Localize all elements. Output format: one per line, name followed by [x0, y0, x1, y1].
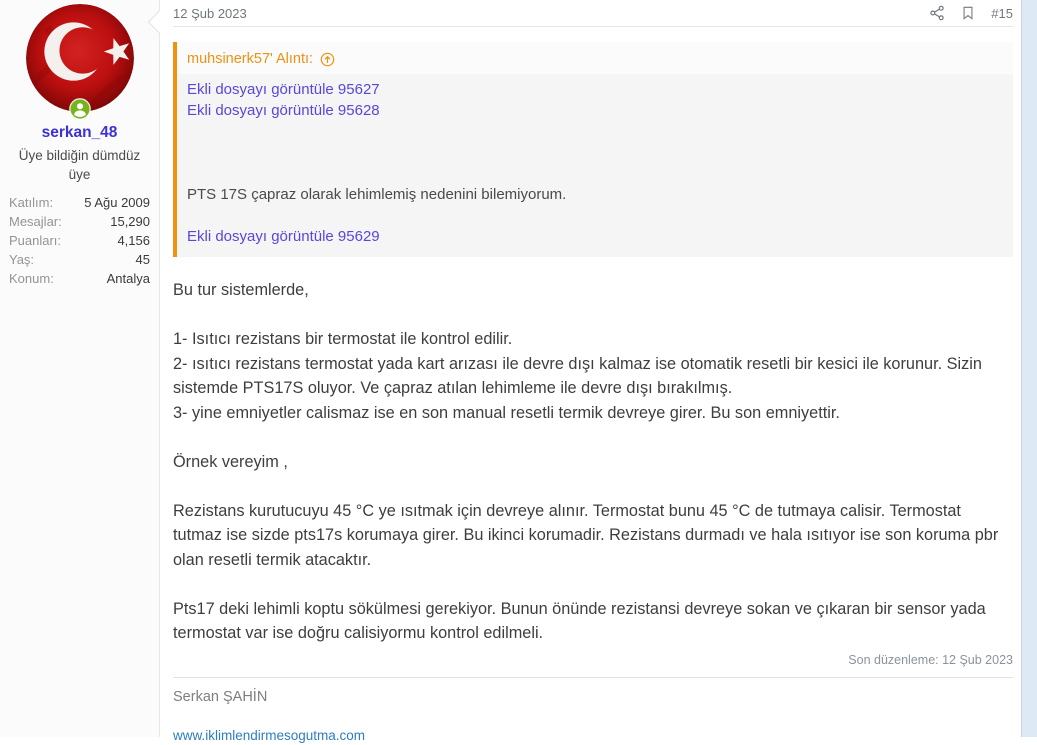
avatar[interactable] [26, 4, 134, 112]
post-number-link[interactable]: #15 [991, 5, 1013, 21]
message-line: Bu tur sistemlerde, [173, 281, 309, 299]
username-link[interactable]: serkan_48 [41, 124, 118, 141]
stat-value: 5 Ağu 2009 [84, 195, 150, 210]
quote-blank-line [187, 205, 1003, 226]
stat-value: 45 [135, 252, 150, 267]
post-header [173, 0, 1013, 27]
stat-label: Konum: [9, 271, 54, 286]
stat-value: Antalya [106, 271, 150, 286]
message-line: 1- Isıtıcı rezistans bir termostat ile kontrol edilir. [173, 330, 513, 348]
bookmark-icon[interactable] [961, 5, 975, 21]
stat-label: Puanları: [9, 233, 62, 248]
stat-row [9, 212, 150, 231]
online-status-icon [69, 98, 91, 120]
quote-attribution[interactable] [177, 42, 1013, 74]
stat-value: 15,290 [110, 214, 150, 229]
signature-link[interactable]: www.iklimlendirmesogutma.com [173, 727, 366, 743]
user-stats [0, 193, 159, 288]
turkish-flag-image [26, 4, 134, 112]
message-line: Pts17 deki lehimli koptu sökülmesi gerekiyor. Bunun önünde rezistansi devreye sokan ve çıkaran bir sensor yada termostat var ise doğru calisiyormu kontrol edilmeli. [173, 599, 986, 642]
attachment-link[interactable]: Ekli dosyayı görüntüle 95629 [187, 228, 380, 245]
signature-divider [173, 677, 1013, 678]
message-line [173, 572, 1013, 597]
stat-value: 4,156 [117, 233, 150, 248]
user-title: Üye bildiğin dümdüz üye [18, 148, 141, 182]
stat-label: Mesajlar: [9, 214, 62, 229]
signature-name: Serkan ŞAHİN [173, 688, 268, 705]
stat-row [9, 250, 150, 269]
quote-blank-line [187, 121, 1003, 142]
message-line: Rezistans kurutucuyu 45 °C ye ısıtmak için devreye alınır. Termostat bunu 45 °C de tutmaya calisir. Termostat tutmaz ise sizde pts17s korumaya girer. Bu ikinci korumadir. Rezistans durmadı ve hala ısıtıyor ise son koruma pbr olan resetli termik atacaktır. [173, 501, 999, 569]
attachment-link[interactable]: Ekli dosyayı görüntüle 95628 [187, 102, 380, 119]
post-date-link[interactable]: 12 Şub 2023 [173, 5, 247, 21]
stat-label: Yaş: [9, 252, 35, 267]
message-line [173, 474, 1013, 499]
attachment-link[interactable]: Ekli dosyayı görüntüle 95627 [187, 81, 380, 98]
page-background-strip [1021, 0, 1037, 737]
post-content [160, 0, 1021, 743]
share-icon[interactable] [929, 5, 945, 21]
quote-attribution-text: muhsinerk57' Alıntı: [187, 51, 314, 67]
stat-row [9, 231, 150, 250]
quote-text-line: PTS 17S çapraz olarak lehimlemiş nedenini bilemiyorum. [187, 186, 567, 203]
stat-label: Katılım: [9, 195, 54, 210]
quote-blank-line [187, 163, 1003, 184]
message-body [173, 278, 1013, 646]
quote-blank-line [187, 142, 1003, 163]
message-line [173, 303, 1013, 328]
post-header-actions [929, 5, 1013, 21]
message-line: 2- ısıtıcı rezistans termostat yada kart arızası ile devre dışı kalmaz ise otomatik resetli bir kesici ile korunur. Sizin sistemde PTS17S oluyor. Ve çapraz atılan lehimleme ile devre dışı bırakılmış. [173, 354, 982, 397]
quote-block [173, 42, 1013, 257]
stat-row [9, 193, 150, 212]
message-line [173, 425, 1013, 450]
message-line: 3- yine emniyetler calismaz ise en son manual resetli termik devreye girer. Bu son emniyettir. [173, 403, 840, 422]
user-sidebar [0, 0, 160, 737]
last-edited-note: Son düzenleme: 12 Şub 2023 [848, 652, 1013, 667]
arrow-up-circle-icon[interactable] [320, 52, 335, 67]
message-line: Örnek vereyim , [173, 452, 288, 471]
quote-body [177, 74, 1013, 257]
stat-row [9, 269, 150, 288]
